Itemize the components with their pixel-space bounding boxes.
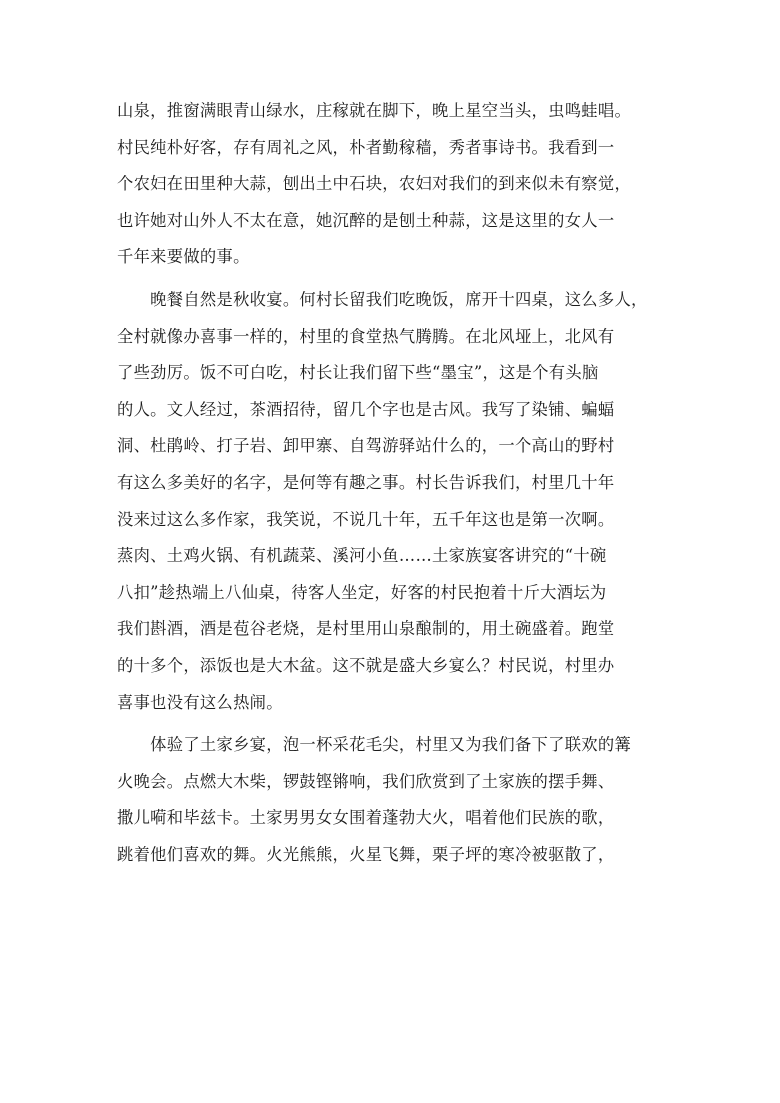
text-line: 的人。文人经过，茶酒招待，留几个字也是古风。我写了染铺、蝙蝠 xyxy=(117,399,615,419)
paragraph-2 xyxy=(117,282,665,721)
text-line: 撒儿嗬和毕兹卡。土家男男女女围着蓬勃大火，唱着他们民族的歌， xyxy=(117,808,615,828)
text-line: 个农妇在田里种大蒜，刨出土中石块，农妇对我们的到来似未有察觉， xyxy=(117,174,632,194)
text-line: 我们斟酒，酒是苞谷老烧，是村里用山泉酿制的，用土碗盛着。跑堂 xyxy=(117,619,615,639)
text-line: 也许她对山外人不太在意，她沉醉的是刨土种蒜，这是这里的女人一 xyxy=(117,210,615,230)
article-body xyxy=(117,93,665,873)
text-line: 千年来要做的事。 xyxy=(117,247,250,267)
text-line: 洞、杜鹃岭、打子岩、卸甲寨、自驾游驿站什么的，一个高山的野村 xyxy=(117,436,615,456)
text-line: 山泉，推窗满眼青山绿水，庄稼就在脚下，晚上星空当头，虫鸣蛙唱。 xyxy=(117,101,632,120)
text-line: 体验了土家乡宴，泡一杯采花毛尖，村里又为我们备下了联欢的篝 xyxy=(117,735,632,755)
text-line: 火晚会。点燃大木柴，锣鼓铿锵响，我们欣赏到了土家族的摆手舞、 xyxy=(117,771,615,791)
text-line: 有这么多美好的名字，是何等有趣之事。村长告诉我们，村里几十年 xyxy=(117,472,615,492)
text-line: 全村就像办喜事一样的，村里的食堂热气腾腾。在北风垭上，北风有 xyxy=(117,326,615,346)
text-line: 了些劲厉。饭不可白吃，村长让我们留下些“墨宝”，这是个有头脑 xyxy=(117,363,599,383)
text-line: 晚餐自然是秋收宴。何村长留我们吃晚饭，席开十四桌，这么多人， xyxy=(117,289,648,309)
text-line: 村民纯朴好客，存有周礼之风，朴者勤稼穑，秀者事诗书。我看到一 xyxy=(117,137,615,157)
text-line: 八扣”趁热端上八仙桌，待客人坐定，好客的村民抱着十斤大酒坛为 xyxy=(117,582,607,602)
paragraph-3 xyxy=(117,727,665,873)
text-line: 跳着他们喜欢的舞。火光熊熊，火星飞舞，栗子坪的寒冷被驱散了， xyxy=(117,844,615,864)
text-line: 喜事也没有这么热闹。 xyxy=(117,692,283,712)
text-line: 没来过这么多作家，我笑说，不说几十年，五千年这也是第一次啊。 xyxy=(117,509,615,529)
text-line: 的十多个，添饭也是大木盆。这不就是盛大乡宴么？村民说，村里办 xyxy=(117,655,615,675)
paragraph-1 xyxy=(117,93,665,276)
text-line: 蒸肉、土鸡火锅、有机蔬菜、溪河小鱼……土家族宴客讲究的“十碗 xyxy=(117,546,607,566)
